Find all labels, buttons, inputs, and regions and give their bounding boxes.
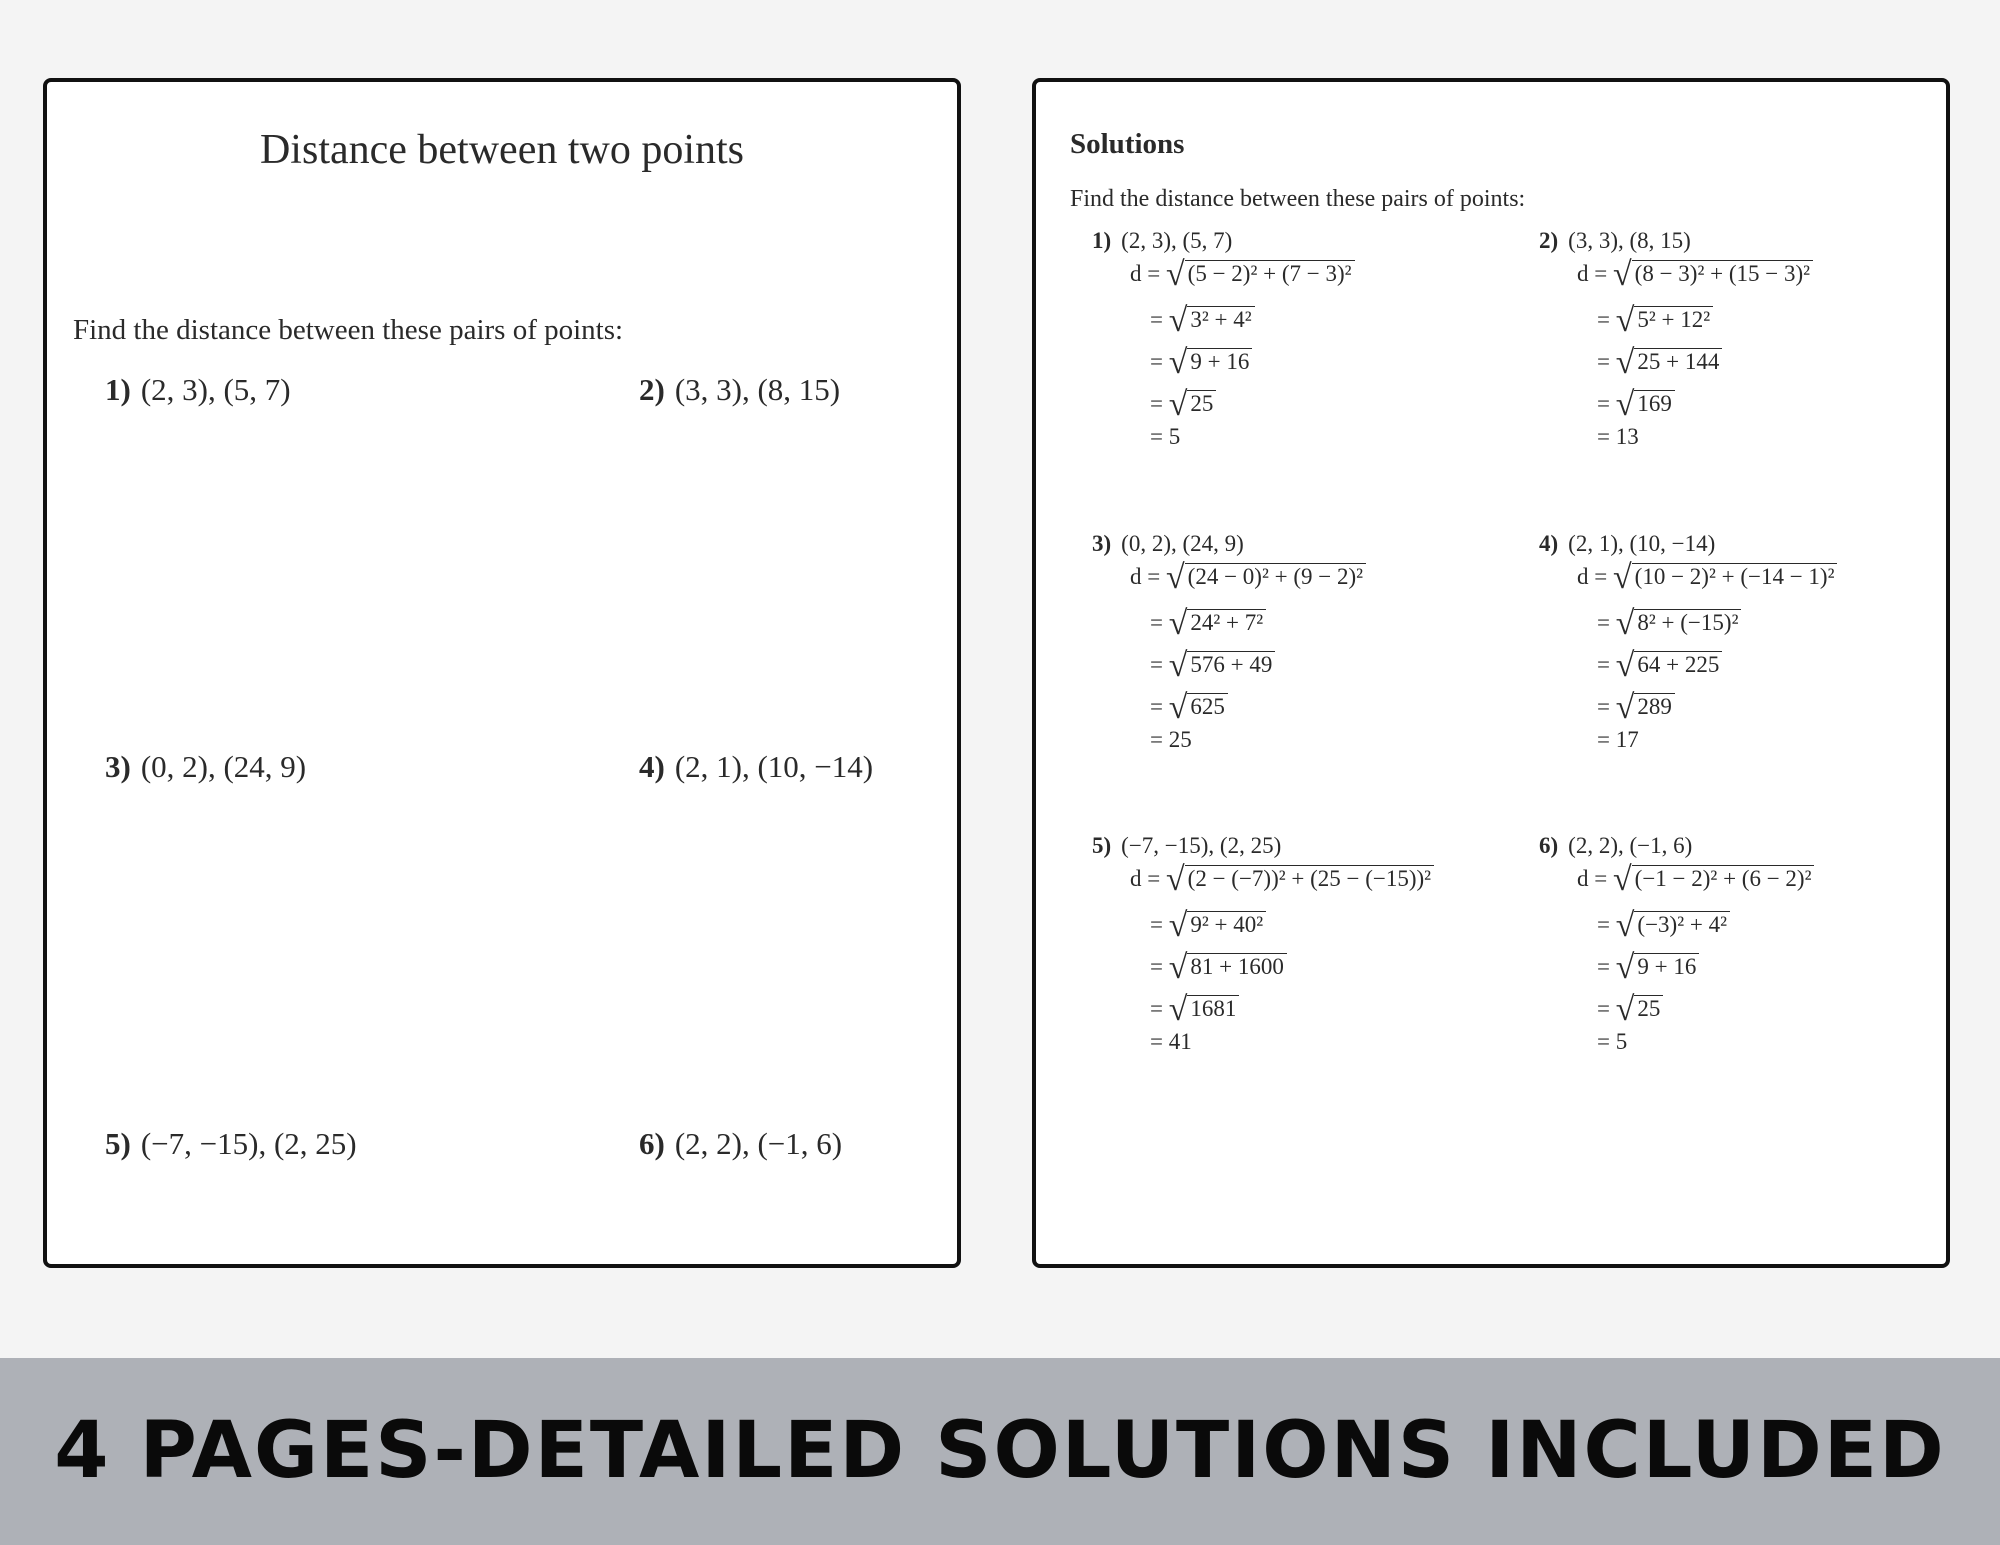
radical-icon: √ xyxy=(1168,302,1188,339)
solution-step xyxy=(1150,304,1255,338)
equation-prefix: = xyxy=(1597,652,1610,677)
radical-icon: √ xyxy=(1615,991,1635,1028)
worksheet-page xyxy=(43,78,961,1268)
solutions-page xyxy=(1032,78,1950,1268)
solution-step xyxy=(1597,909,1730,943)
radical-icon: √ xyxy=(1615,386,1635,423)
square-root xyxy=(1169,388,1217,422)
solution-result: = 25 xyxy=(1150,727,1192,752)
radical-icon: √ xyxy=(1615,344,1635,381)
problem-points: (2, 1), (10, −14) xyxy=(674,749,874,784)
problem-points: (2, 2), (−1, 6) xyxy=(674,1126,843,1161)
square-root xyxy=(1616,649,1723,683)
radicand: 9² + 40² xyxy=(1187,911,1266,937)
radicand: (24 − 0)² + (9 − 2)² xyxy=(1185,563,1366,589)
problem-points: (0, 2), (24, 9) xyxy=(140,749,307,784)
solution-header xyxy=(1092,833,1522,863)
solution-result: = 17 xyxy=(1597,727,1639,752)
radical-icon: √ xyxy=(1615,647,1635,684)
solution-number: 1) xyxy=(1092,228,1112,253)
problem-number: 6) xyxy=(639,1126,665,1161)
worksheet-problem xyxy=(105,372,291,408)
distance-formula-line xyxy=(1130,561,1366,595)
radicand: 64 + 225 xyxy=(1634,651,1722,677)
equation-prefix: d = xyxy=(1130,564,1161,589)
square-root xyxy=(1166,258,1355,292)
solution-header xyxy=(1539,833,1950,863)
radicand: 625 xyxy=(1187,693,1228,719)
equation-prefix: d = xyxy=(1130,866,1161,891)
solution-step xyxy=(1597,691,1675,725)
equation-prefix: = xyxy=(1150,391,1163,416)
equation-prefix: = xyxy=(1597,954,1610,979)
problem-number: 5) xyxy=(105,1126,131,1161)
solution-number: 4) xyxy=(1539,531,1559,556)
radicand: (8 − 3)² + (15 − 3)² xyxy=(1632,260,1813,286)
solution-step xyxy=(1597,346,1722,380)
square-root xyxy=(1616,346,1723,380)
worksheet-problem xyxy=(105,1126,357,1162)
solution-header xyxy=(1539,531,1950,561)
worksheet-problem xyxy=(105,749,306,785)
solution-step xyxy=(1150,691,1228,725)
distance-formula-line xyxy=(1577,561,1837,595)
solution-points: (2, 1), (10, −14) xyxy=(1568,531,1716,556)
radical-icon: √ xyxy=(1168,386,1188,423)
problem-points: (3, 3), (8, 15) xyxy=(674,372,841,407)
problem-points: (2, 3), (5, 7) xyxy=(140,372,291,407)
radical-icon: √ xyxy=(1168,907,1188,944)
radicand: (−3)² + 4² xyxy=(1634,911,1730,937)
equation-prefix: = xyxy=(1597,694,1610,719)
solution-points: (2, 3), (5, 7) xyxy=(1121,228,1233,253)
radicand: 9 + 16 xyxy=(1634,953,1699,979)
solution-step xyxy=(1150,346,1252,380)
square-root xyxy=(1169,304,1255,338)
equation-prefix: = xyxy=(1150,954,1163,979)
solutions-title: Solutions xyxy=(1070,128,1185,160)
square-root xyxy=(1169,691,1228,725)
solution-result: = 13 xyxy=(1597,424,1639,449)
square-root xyxy=(1616,951,1700,985)
solution-step xyxy=(1150,607,1266,641)
solution-step xyxy=(1150,993,1239,1027)
radical-icon: √ xyxy=(1165,861,1185,898)
solution-block xyxy=(1092,833,1522,1054)
radicand: 169 xyxy=(1634,390,1675,416)
solution-block xyxy=(1539,531,1950,752)
solution-points: (−7, −15), (2, 25) xyxy=(1121,833,1282,858)
square-root xyxy=(1616,607,1742,641)
radicand: 576 + 49 xyxy=(1187,651,1275,677)
solution-step xyxy=(1597,649,1722,683)
solution-result: = 41 xyxy=(1150,1029,1192,1054)
radical-icon: √ xyxy=(1615,605,1635,642)
solution-number: 2) xyxy=(1539,228,1559,253)
radicand: (−1 − 2)² + (6 − 2)² xyxy=(1632,865,1815,891)
radicand: 289 xyxy=(1634,693,1675,719)
radicand: 24² + 7² xyxy=(1187,609,1266,635)
square-root xyxy=(1169,909,1266,943)
equation-prefix: d = xyxy=(1577,866,1608,891)
equation-prefix: = xyxy=(1150,996,1163,1021)
worksheet-problem xyxy=(639,749,873,785)
solution-step xyxy=(1150,909,1266,943)
radicand: 1681 xyxy=(1187,995,1239,1021)
radical-icon: √ xyxy=(1168,949,1188,986)
solution-result: = 5 xyxy=(1150,424,1181,449)
radicand: 25 xyxy=(1634,995,1663,1021)
solution-block xyxy=(1092,531,1522,752)
equation-prefix: = xyxy=(1597,307,1610,332)
solution-block xyxy=(1539,833,1950,1054)
square-root xyxy=(1169,649,1276,683)
solutions-instruction: Find the distance between these pairs of points: xyxy=(1070,186,1526,212)
radical-icon: √ xyxy=(1612,559,1632,596)
radical-icon: √ xyxy=(1612,861,1632,898)
solution-result: = 5 xyxy=(1597,1029,1628,1054)
solution-header xyxy=(1539,228,1950,258)
radicand: (10 − 2)² + (−14 − 1)² xyxy=(1632,563,1838,589)
equation-prefix: = xyxy=(1150,694,1163,719)
equation-prefix: = xyxy=(1597,349,1610,374)
radicand: 5² + 12² xyxy=(1634,306,1713,332)
equation-prefix: = xyxy=(1150,349,1163,374)
radicand: (2 − (−7))² + (25 − (−15))² xyxy=(1185,865,1434,891)
solution-step xyxy=(1150,951,1287,985)
square-root xyxy=(1166,561,1366,595)
solution-step xyxy=(1597,388,1675,422)
equation-prefix: = xyxy=(1597,610,1610,635)
equation-prefix: = xyxy=(1150,652,1163,677)
solution-step xyxy=(1597,993,1663,1027)
solution-number: 6) xyxy=(1539,833,1559,858)
solution-block xyxy=(1092,228,1522,449)
problem-number: 2) xyxy=(639,372,665,407)
radical-icon: √ xyxy=(1168,605,1188,642)
square-root xyxy=(1616,388,1675,422)
worksheet-instruction: Find the distance between these pairs of points: xyxy=(73,314,624,346)
square-root xyxy=(1613,863,1814,897)
equation-prefix: = xyxy=(1150,610,1163,635)
equation-prefix: = xyxy=(1597,391,1610,416)
equation-prefix: = xyxy=(1597,912,1610,937)
radical-icon: √ xyxy=(1615,689,1635,726)
radicand: 25 + 144 xyxy=(1634,348,1722,374)
equation-prefix: = xyxy=(1150,912,1163,937)
square-root xyxy=(1169,346,1253,380)
radical-icon: √ xyxy=(1165,256,1185,293)
square-root xyxy=(1169,951,1287,985)
distance-formula-line xyxy=(1577,863,1814,897)
square-root xyxy=(1169,993,1240,1027)
radical-icon: √ xyxy=(1168,647,1188,684)
equation-prefix: d = xyxy=(1577,261,1608,286)
radical-icon: √ xyxy=(1165,559,1185,596)
worksheet-problem xyxy=(639,372,840,408)
solution-points: (3, 3), (8, 15) xyxy=(1568,228,1691,253)
radicand: 8² + (−15)² xyxy=(1634,609,1741,635)
square-root xyxy=(1616,909,1730,943)
problem-points: (−7, −15), (2, 25) xyxy=(140,1126,357,1161)
square-root xyxy=(1169,607,1266,641)
promo-banner xyxy=(0,1358,2000,1545)
square-root xyxy=(1613,258,1813,292)
square-root xyxy=(1613,561,1837,595)
square-root xyxy=(1616,304,1713,338)
solution-number: 5) xyxy=(1092,833,1112,858)
distance-formula-line xyxy=(1130,863,1434,897)
problem-number: 3) xyxy=(105,749,131,784)
radicand: 25 xyxy=(1187,390,1216,416)
square-root xyxy=(1166,863,1434,897)
worksheet-title: Distance between two points xyxy=(259,127,745,173)
problem-number: 4) xyxy=(639,749,665,784)
radical-icon: √ xyxy=(1168,991,1188,1028)
equation-prefix: = xyxy=(1150,307,1163,332)
radical-icon: √ xyxy=(1612,256,1632,293)
equation-prefix: d = xyxy=(1577,564,1608,589)
distance-formula-line xyxy=(1130,258,1355,292)
equation-prefix: = xyxy=(1597,996,1610,1021)
radicand: 81 + 1600 xyxy=(1187,953,1286,979)
radicand: 9 + 16 xyxy=(1187,348,1252,374)
equation-prefix: d = xyxy=(1130,261,1161,286)
solution-points: (0, 2), (24, 9) xyxy=(1121,531,1244,556)
solution-step xyxy=(1597,304,1713,338)
square-root xyxy=(1616,993,1664,1027)
banner-text: 4 PAGES-DETAILED SOLUTIONS INCLUDED xyxy=(54,1406,1946,1496)
radical-icon: √ xyxy=(1168,689,1188,726)
solution-points: (2, 2), (−1, 6) xyxy=(1568,833,1693,858)
solution-step xyxy=(1597,951,1699,985)
solution-number: 3) xyxy=(1092,531,1112,556)
distance-formula-line xyxy=(1577,258,1813,292)
solution-step xyxy=(1597,607,1741,641)
radical-icon: √ xyxy=(1615,907,1635,944)
solution-header xyxy=(1092,531,1522,561)
radical-icon: √ xyxy=(1615,302,1635,339)
radical-icon: √ xyxy=(1168,344,1188,381)
solution-header xyxy=(1092,228,1522,258)
solution-step xyxy=(1150,649,1275,683)
radical-icon: √ xyxy=(1615,949,1635,986)
radicand: 3² + 4² xyxy=(1187,306,1254,332)
radicand: (5 − 2)² + (7 − 3)² xyxy=(1185,260,1355,286)
worksheet-problem xyxy=(639,1126,842,1162)
solution-block xyxy=(1539,228,1950,449)
solution-step xyxy=(1150,388,1216,422)
problem-number: 1) xyxy=(105,372,131,407)
square-root xyxy=(1616,691,1675,725)
